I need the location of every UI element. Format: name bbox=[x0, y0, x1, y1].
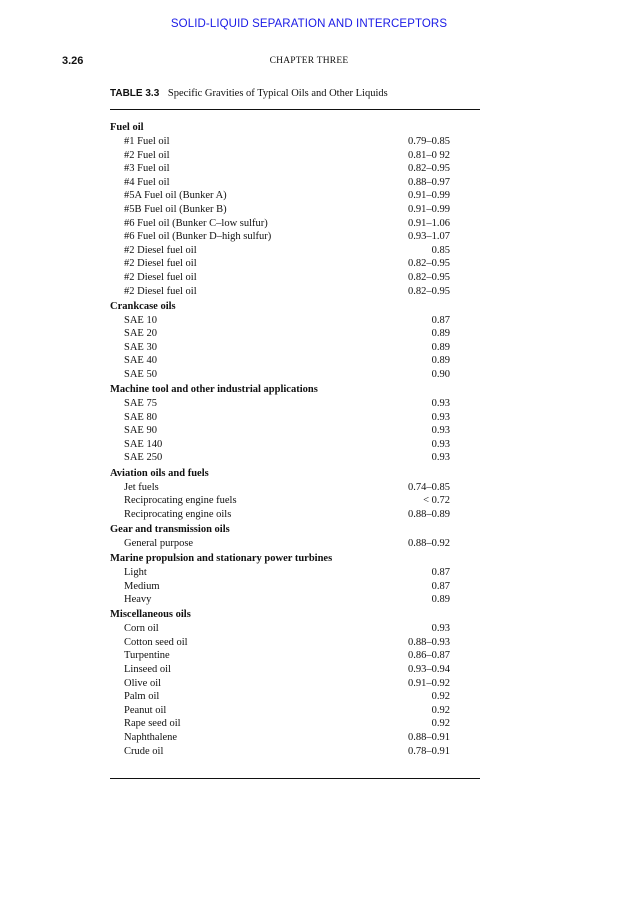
liquid-name: SAE 140 bbox=[124, 438, 163, 450]
table-row bbox=[110, 203, 480, 217]
liquid-name: Crude oil bbox=[124, 745, 164, 757]
specific-gravity-value: 0.85 bbox=[431, 244, 450, 256]
liquid-name: SAE 90 bbox=[124, 425, 157, 437]
table-row bbox=[110, 717, 480, 731]
table-row bbox=[110, 271, 480, 285]
specific-gravity-value: 0.74–0.85 bbox=[408, 481, 450, 493]
chapter-title: CHAPTER THREE bbox=[269, 56, 349, 66]
specific-gravity-value: 0.82–0.95 bbox=[408, 285, 450, 297]
table-section bbox=[110, 120, 480, 298]
liquid-name: Reciprocating engine oils bbox=[124, 508, 232, 520]
specific-gravity-value: 0.86–0.87 bbox=[408, 650, 450, 662]
table-row bbox=[110, 622, 480, 636]
table-row bbox=[110, 217, 480, 231]
table-section bbox=[110, 299, 480, 382]
table-top-rule bbox=[110, 109, 480, 110]
specific-gravity-value: 0.93 bbox=[431, 452, 450, 464]
table-body bbox=[110, 120, 480, 759]
liquid-name: SAE 50 bbox=[124, 369, 157, 380]
liquid-name: Palm oil bbox=[124, 691, 160, 703]
table-row bbox=[110, 397, 480, 411]
specific-gravity-value: 0.79–0.85 bbox=[408, 136, 450, 147]
specific-gravity-value: 0.92 bbox=[431, 691, 450, 703]
specific-gravity-value: 0.91–0.99 bbox=[408, 203, 450, 215]
specific-gravity-value: 0.78–0.91 bbox=[408, 745, 450, 757]
table-section bbox=[110, 382, 480, 465]
table-row bbox=[110, 149, 480, 163]
specific-gravity-value: < 0.72 bbox=[423, 495, 450, 507]
specific-gravity-value: 0.93 bbox=[431, 425, 450, 437]
table-row bbox=[110, 636, 480, 650]
table-row bbox=[110, 354, 480, 368]
liquid-name: Naphthalene bbox=[124, 731, 178, 743]
liquid-name: Reciprocating engine fuels bbox=[124, 495, 237, 507]
section-title: Miscellaneous oils bbox=[110, 609, 191, 621]
specific-gravity-value: 0.93 bbox=[431, 438, 450, 450]
table-row bbox=[110, 162, 480, 176]
specific-gravity-value: 0.91–0.99 bbox=[408, 190, 450, 202]
liquid-name: #5A Fuel oil (Bunker A) bbox=[124, 190, 227, 202]
liquid-name: Medium bbox=[124, 580, 160, 592]
table-row bbox=[110, 314, 480, 328]
table-row bbox=[110, 580, 480, 594]
specific-gravity-value: 0.91–0.92 bbox=[408, 677, 450, 689]
specific-gravity-value: 0.82–0.95 bbox=[408, 163, 450, 175]
liquid-name: #3 Fuel oil bbox=[124, 163, 170, 175]
specific-gravity-value: 0.88–0.89 bbox=[408, 508, 450, 520]
liquid-name: #2 Fuel oil bbox=[124, 149, 170, 161]
table-row bbox=[110, 451, 480, 465]
table-row bbox=[110, 368, 480, 382]
liquid-name: #2 Diesel fuel oil bbox=[124, 271, 197, 283]
table-row bbox=[110, 411, 480, 425]
specific-gravity-value: 0.90 bbox=[431, 369, 450, 380]
liquid-name: #5B Fuel oil (Bunker B) bbox=[124, 203, 227, 215]
liquid-name: Heavy bbox=[124, 594, 152, 606]
table-row bbox=[110, 508, 480, 522]
liquid-name: #6 Fuel oil (Bunker C–low sulfur) bbox=[124, 217, 268, 229]
liquid-name: SAE 80 bbox=[124, 411, 157, 423]
table-row bbox=[110, 189, 480, 203]
table-section bbox=[110, 607, 480, 758]
specific-gravity-value: 0.92 bbox=[431, 704, 450, 716]
liquid-name: SAE 250 bbox=[124, 452, 163, 464]
specific-gravity-value: 0.87 bbox=[431, 314, 450, 326]
running-head: SOLID-LIQUID SEPARATION AND INTERCEPTORS bbox=[170, 18, 448, 30]
table-row bbox=[110, 704, 480, 718]
liquid-name: #2 Diesel fuel oil bbox=[124, 258, 197, 270]
table-number: TABLE 3.3 bbox=[110, 88, 160, 99]
specific-gravity-value: 0.87 bbox=[431, 566, 450, 578]
liquid-name: #2 Diesel fuel oil bbox=[124, 285, 197, 297]
table-row bbox=[110, 731, 480, 745]
liquid-name: Jet fuels bbox=[124, 481, 159, 493]
liquid-name: Turpentine bbox=[124, 650, 170, 662]
liquid-name: Cotton seed oil bbox=[124, 636, 188, 648]
table-row bbox=[110, 424, 480, 438]
liquid-name: Olive oil bbox=[124, 677, 162, 689]
page-number: 3.26 bbox=[62, 55, 84, 67]
section-title: Crankcase oils bbox=[110, 300, 176, 312]
specific-gravity-value: 0.93 bbox=[431, 623, 450, 635]
specific-gravity-value: 0.91–1.06 bbox=[408, 217, 450, 229]
section-title: Machine tool and other industrial applications bbox=[110, 384, 318, 396]
table-caption bbox=[110, 88, 388, 99]
table-row bbox=[110, 593, 480, 607]
specific-gravity-value: 0.81–0 92 bbox=[408, 149, 450, 161]
specific-gravity-value: 0.89 bbox=[431, 328, 450, 340]
specific-gravity-value: 0.87 bbox=[431, 580, 450, 592]
specific-gravity-value: 0.89 bbox=[431, 355, 450, 367]
table-row bbox=[110, 176, 480, 190]
section-title: Fuel oil bbox=[110, 122, 144, 133]
specific-gravity-value: 0.89 bbox=[431, 594, 450, 606]
table-section bbox=[110, 522, 480, 551]
specific-gravity-value: 0.88–0.92 bbox=[408, 537, 450, 549]
liquid-name: Peanut oil bbox=[124, 704, 167, 716]
section-title: Marine propulsion and stationary power turbines bbox=[110, 552, 333, 564]
table-row bbox=[110, 135, 480, 149]
liquid-name: General purpose bbox=[124, 537, 194, 549]
specific-gravity-value: 0.93 bbox=[431, 398, 450, 410]
table-row bbox=[110, 690, 480, 704]
liquid-name: SAE 20 bbox=[124, 328, 157, 340]
specific-gravity-value: 0.89 bbox=[431, 341, 450, 353]
table-row bbox=[110, 438, 480, 452]
specific-gravity-value: 0.88–0.91 bbox=[408, 731, 450, 743]
table-row bbox=[110, 566, 480, 580]
liquid-name: Rape seed oil bbox=[124, 718, 181, 730]
table-row bbox=[110, 285, 480, 299]
table-row bbox=[110, 244, 480, 258]
liquid-name: #4 Fuel oil bbox=[124, 176, 170, 188]
table-bottom-rule bbox=[110, 778, 480, 779]
table-section bbox=[110, 551, 480, 607]
specific-gravity-value: 0.93–1.07 bbox=[408, 231, 450, 243]
liquid-name: Corn oil bbox=[124, 623, 159, 635]
table-row bbox=[110, 230, 480, 244]
liquid-name: #1 Fuel oil bbox=[124, 136, 170, 147]
liquid-name: SAE 10 bbox=[124, 314, 157, 326]
specific-gravity-value: 0.82–0.95 bbox=[408, 271, 450, 283]
specific-gravity-value: 0.93–0.94 bbox=[408, 664, 450, 675]
liquid-name: Linseed oil bbox=[124, 664, 171, 675]
table-caption-text: Specific Gravities of Typical Oils and Other Liquids bbox=[167, 88, 388, 99]
table-row bbox=[110, 327, 480, 341]
specific-gravity-value: 0.92 bbox=[431, 718, 450, 730]
table-row bbox=[110, 494, 480, 508]
table-row bbox=[110, 649, 480, 663]
specific-gravity-value: 0.82–0.95 bbox=[408, 258, 450, 270]
table-row bbox=[110, 341, 480, 355]
section-title: Aviation oils and fuels bbox=[110, 467, 209, 479]
table-row bbox=[110, 677, 480, 691]
specific-gravity-value: 0.88–0.93 bbox=[408, 636, 450, 648]
liquid-name: #2 Diesel fuel oil bbox=[124, 244, 197, 256]
liquid-name: SAE 30 bbox=[124, 341, 157, 353]
table-row bbox=[110, 663, 480, 677]
table-row bbox=[110, 537, 480, 551]
table-row bbox=[110, 481, 480, 495]
section-title: Gear and transmission oils bbox=[110, 523, 230, 535]
table-row bbox=[110, 257, 480, 271]
liquid-name: Light bbox=[124, 566, 147, 578]
liquid-name: #6 Fuel oil (Bunker D–high sulfur) bbox=[124, 231, 272, 243]
liquid-name: SAE 40 bbox=[124, 355, 157, 367]
table-row bbox=[110, 745, 480, 759]
specific-gravity-value: 0.88–0.97 bbox=[408, 176, 450, 188]
table-section bbox=[110, 466, 480, 522]
liquid-name: SAE 75 bbox=[124, 398, 157, 410]
specific-gravity-value: 0.93 bbox=[431, 411, 450, 423]
